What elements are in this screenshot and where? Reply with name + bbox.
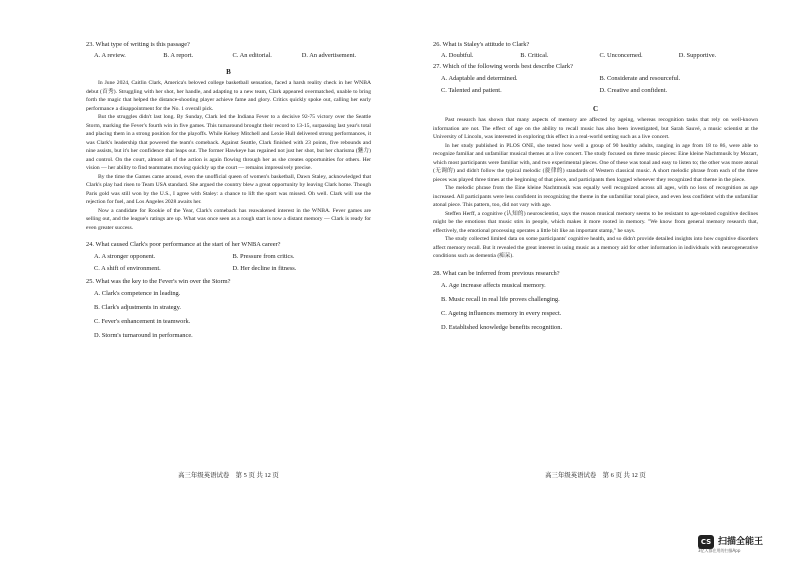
option: D. An advertisement.	[301, 52, 357, 59]
option: D. Established knowledge benefits recognition.	[441, 323, 563, 331]
paragraph: Past research has shown that many aspects of memory are affected by ageing, whereas recognition tasks that rely on well-known information are not. The effect of age on the ability to recall music has also been investigated, but Sarah Sauvé, a music scientist at the University of Lincoln, was interested in exploring this effect in a real-world setting such as a live concert.	[433, 117, 758, 140]
paragraph: In her study published in PLOS ONE, she tested how well a group of 90 healthy adults, ranging in age from 18 to 86, were able to recognize familiar and unfamiliar musical themes at a live concert. The study focused on three music pieces: Eine kleine Nachtmusik by Mozart, which most participants were familiar with, and two experimental pieces. One of these was tonal and easy to listen to; the other was more atonal (无调的) and didn't follow the typical melodic (旋律的) standards of Western classical music. A short melodic phrase from each of the three pieces was played three times at the beginning of that piece, and participants then logged whenever they recognized that theme in the piece.	[433, 142, 758, 183]
right-page	[397, 0, 794, 561]
paragraph: The melodic phrase from the Eine kleine Nachtmusik was equally well recognized across all ages, with no loss of recognition as age increased. All participants were less confident in recognizing the theme in the unfamiliar tonal piece, and even less confident with the unfamiliar atonal piece. This pattern, too, did not vary with age.	[433, 185, 758, 208]
option: A. A stronger opponent.	[94, 253, 156, 260]
option: C. An editorial.	[232, 52, 272, 59]
option: D. Supportive.	[678, 52, 717, 59]
section-heading-c: C	[592, 105, 599, 113]
paragraph: Now a candidate for Rookie of the Year, Clark's comeback has reawakened interest in the WNBA. Fever games are selling out, and the league's ratings are up. What was once seen as a rough start is now a distant memory — Clark is ready for even greater success.	[86, 207, 371, 231]
section-heading-b: B	[226, 68, 231, 76]
question-24: 24. What caused Clark's poor performance at the start of her WNBA career?	[86, 241, 281, 248]
option: D. Her decline in fitness.	[232, 265, 297, 272]
option: A. Adaptable and determined.	[441, 75, 518, 82]
option: A. A review.	[94, 52, 126, 59]
paragraph: By the time the Games came around, even the unofficial queen of women's basketball, Dawn Staley, acknowledged that Clark's play had risen to Team USA standard. She argued the country blew a great opportunity by leaving Clark home. Though Paris gold was still won by the U.S., I agree with Staley: a chance to lift the sport was missed. Oh well. Clark will use the rejection for fuel, and Los Angeles 2028 awaits her.	[86, 173, 371, 205]
option: C. Unconcerned.	[599, 52, 643, 59]
question-27: 27. Which of the following words best describe Clark?	[433, 63, 573, 70]
question-23-options	[94, 51, 371, 60]
option: B. Considerate and resourceful.	[599, 75, 681, 82]
option: B. Critical.	[520, 52, 549, 59]
option: A. Age increase affects musical memory.	[441, 281, 546, 289]
question-24-options	[94, 251, 371, 275]
question-27-options	[441, 73, 758, 97]
question-26: 26. What is Staley's attitude to Clark?	[433, 41, 530, 48]
question-26-options	[441, 51, 758, 60]
question-25-options	[94, 288, 371, 344]
page-footer: 高三年级英语试卷 第 5 页 共 12 页	[178, 472, 279, 479]
option: B. Pressure from critics.	[232, 253, 295, 260]
question-25: 25. What was the key to the Fever's win over the Storm?	[86, 278, 231, 285]
option: B. Music recall in real life proves challenging.	[441, 295, 560, 303]
page-footer: 高三年级英语试卷 第 6 页 共 12 页	[545, 472, 646, 479]
watermark-app-name: 扫描全能王	[718, 537, 764, 547]
option: D. Storm's turnaround in performance.	[94, 332, 193, 339]
option: B. A report.	[163, 52, 194, 59]
scanner-watermark	[698, 533, 786, 555]
question-23: 23. What type of writing is this passage?	[86, 41, 190, 48]
camscanner-logo-icon: CS	[698, 535, 714, 549]
question-28: 28. What can be inferred from previous research?	[433, 269, 560, 277]
paragraph: Steffen Herff, a cognitive (认知的) neuroscientist, says the reason musical memory seems to be resistant to age-related cognitive declines might be the emotions that music stirs in people, which makes it more rooted in memory. "We know from general memory research that, effectively, the emotional processing operates a little bit like an important stamp," he says.	[433, 210, 758, 234]
option: C. A shift of environment.	[94, 265, 161, 272]
watermark-tagline: 3亿人都在用的扫描App	[698, 548, 741, 553]
option: C. Ageing influences memory in every respect.	[441, 309, 562, 317]
option: C. Fever's enhancement in teamwork.	[94, 318, 191, 325]
paragraph: But the struggles didn't last long. By Sunday, Clark led the Indiana Fever to a decisive 92-75 victory over the Seattle Storm, marking the Fever's fourth win in five games. This turnaround brought their record to 13-15, surpassing last year's total and placing them in a strong position for the playoffs. While Kelsey Mitchell and Lexie Hull delivered strong performances, it was Clark's leadership that powered the team's comeback. Against Seattle, Clark finished with 23 points, five rebounds and nine assists, but it's her confidence that leaps out. The former Hawkeye has regained not just her shot, but her charisma (魅力) and control. On the court, almost all of the action is again flowing through her as she creates opportunities for others. Her vision — her ability to find teammates moving quickly up the court — remains impressively precise.	[86, 114, 371, 171]
paragraph: The study collected limited data on some participants' cognitive health, and so didn't provide detailed insights into how cognitive disorders affect memory recall. But it revealed the great interest in using music as a memory aid for other information in individuals with neurogenerative conditions such as dementia (痴呆).	[433, 236, 758, 259]
option: A. Doubtful.	[441, 52, 474, 59]
option: B. Clark's adjustments in strategy.	[94, 304, 182, 311]
question-28-options	[441, 280, 758, 336]
option: C. Talented and patient.	[441, 87, 502, 94]
option: A. Clark's competence in leading.	[94, 290, 181, 297]
paragraph: In June 2024, Caitlin Clark, America's beloved college basketball sensation, faced a harsh reality check in her WNBA debut (首秀). Struggling with her shot, her handle, and adapting to a new team, Clark appeared overmatched, unable to bring forth the magic that helped the distance-shooting player achieve fame and glory. Critics quickly spoke out, calling her early performance a disappointment for the No. 1 overall pick.	[86, 80, 371, 112]
option: D. Creative and confident.	[599, 87, 668, 94]
